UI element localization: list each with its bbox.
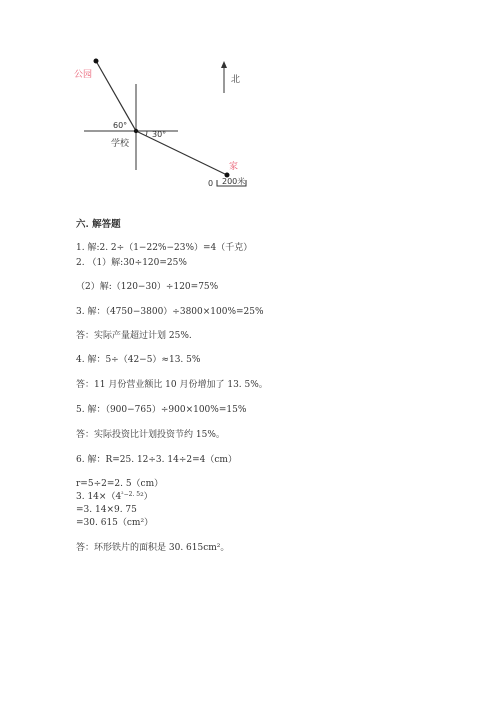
park-point: [94, 59, 99, 64]
scale-unit-label: 200米: [222, 177, 246, 186]
school-label: 学校: [111, 139, 130, 149]
answer-line: （2）解:（120−30）÷120=75%: [76, 282, 219, 292]
angle-30-arc: [146, 131, 147, 136]
home-label: 家: [229, 162, 239, 172]
answer-line: 答：实际投资比计划投资节约 15%。: [76, 430, 225, 440]
scale-zero-label: 0: [208, 179, 214, 188]
answer-line: =30. 615（cm²）: [76, 518, 154, 528]
section-title: 六. 解答题: [76, 219, 121, 230]
answer-line: 答：实际产量超过计划 25%.: [76, 331, 192, 341]
answer-line: 5. 解：（900−765）÷900×100%=15%: [76, 405, 247, 415]
park-label: 公园: [74, 70, 93, 80]
angle-60-label: 60°: [113, 121, 128, 130]
answer-line: =3. 14×9. 75: [76, 505, 137, 515]
angle-30-label: 30°: [152, 130, 167, 139]
answer-line: r=5÷2=2. 5（cm）: [76, 479, 164, 489]
direction-diagram: [0, 0, 500, 200]
answer-line: 3. $14\times(4^{^2-2. 5}^2)$: [76, 491, 153, 502]
north-label: 北: [231, 75, 241, 85]
answer-line: 答：环形铁片的面积是 30. 615cm²。: [76, 543, 230, 553]
school-point: [134, 129, 138, 133]
north-arrow-icon: [221, 61, 227, 68]
answer-line: 4. 解：5÷（42−5）≈13. 5%: [76, 355, 201, 365]
school-home-line: [136, 131, 227, 175]
answer-line: 3. 解：（4750−3800）÷3800×100%=25%: [76, 307, 264, 317]
answer-line: 1. 解:2. 2÷（1−22%−23%）=4（千克）: [76, 243, 253, 253]
answer-line: 答：11 月份营业额比 10 月份增加了 13. 5%。: [76, 380, 268, 390]
answer-line: 6. 解：R=25. 12÷3. 14÷2=4（cm）: [76, 455, 237, 465]
answer-line: 2. （1）解:30÷120=25%: [76, 258, 187, 268]
